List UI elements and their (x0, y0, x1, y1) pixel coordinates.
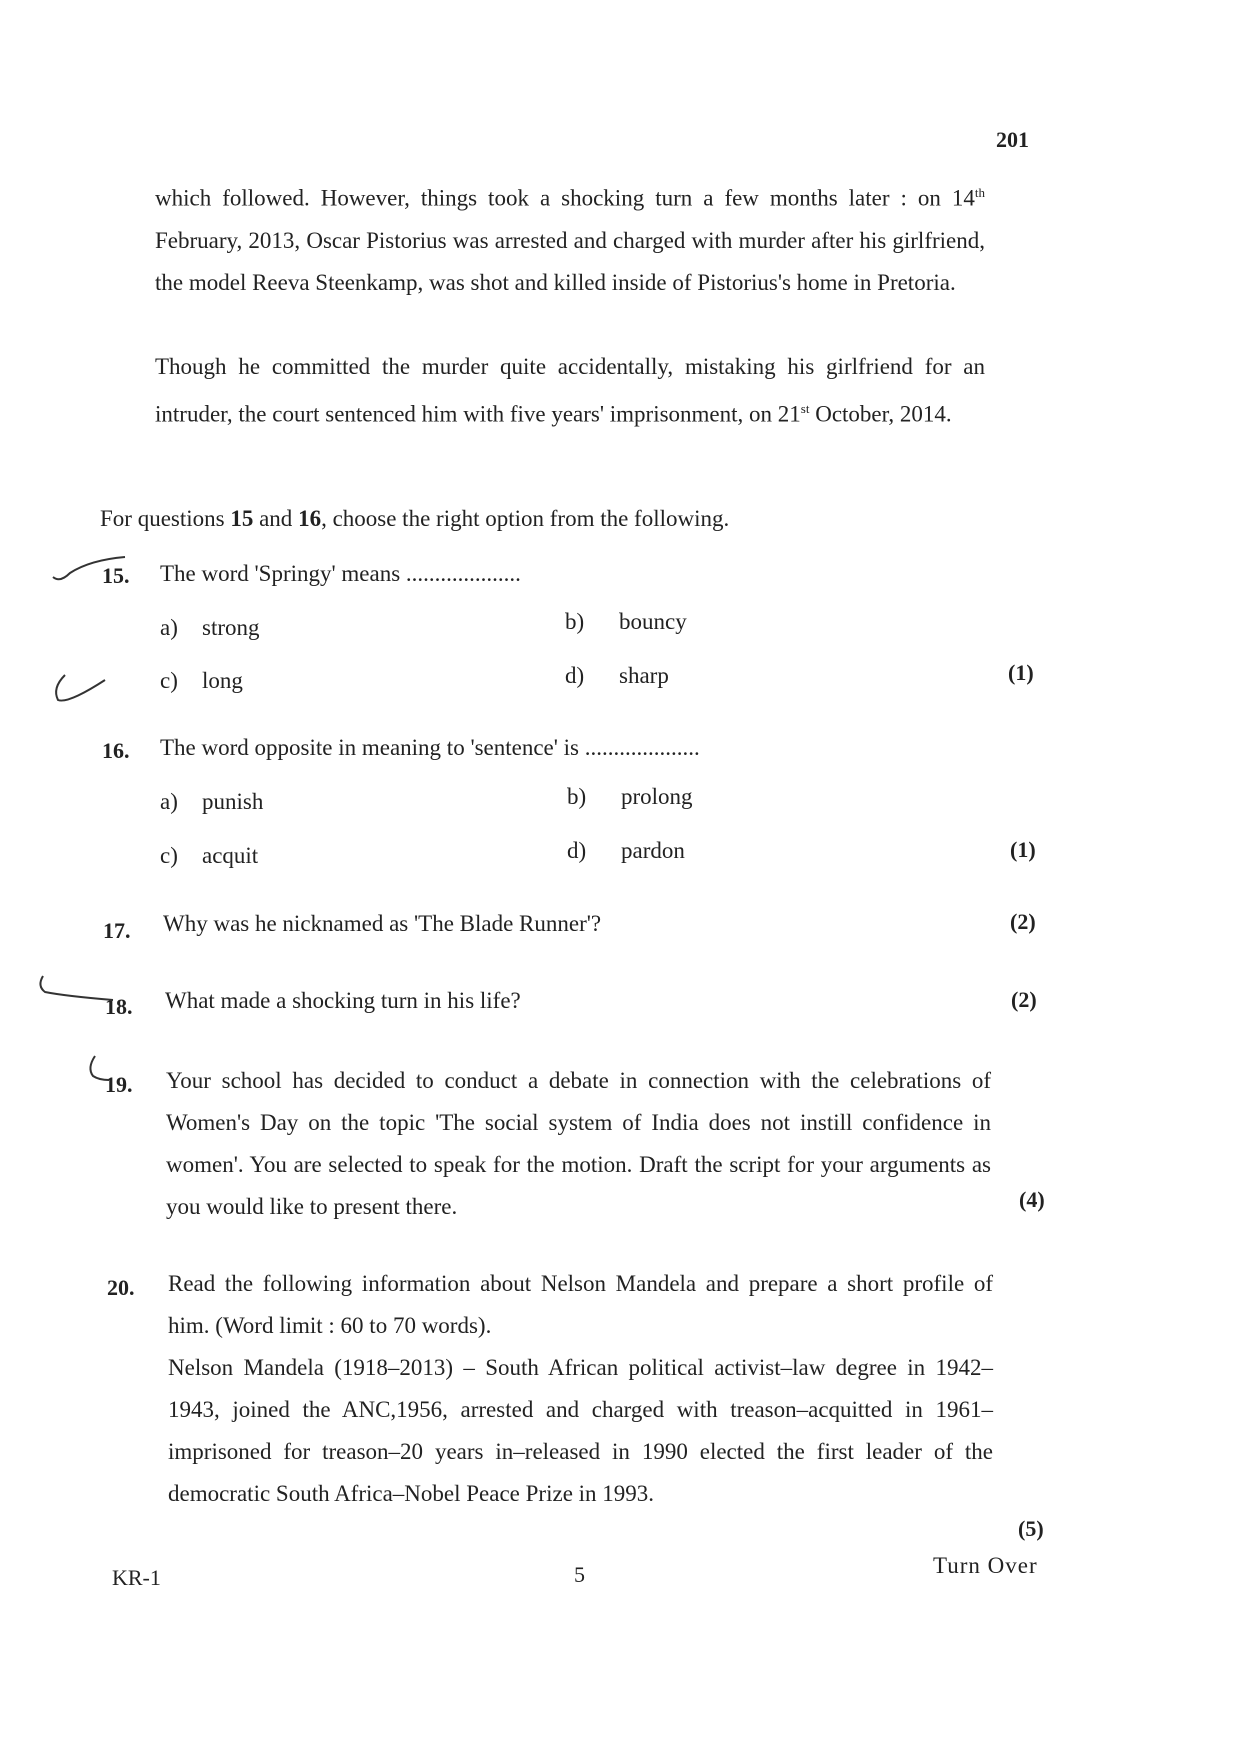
option-label: b) (565, 609, 585, 634)
option-label: d) (565, 663, 585, 688)
tick-mark-icon (85, 1054, 115, 1088)
question-marks: (1) (1008, 660, 1034, 685)
instruction-question-ref: 15 (230, 506, 254, 531)
question-text: Why was he nicknamed as 'The Blade Runner'? (163, 911, 602, 936)
page-number: 5 (574, 1562, 585, 1587)
question-number: 19. (105, 1072, 133, 1097)
question-text: The word opposite in meaning to 'sentence' is .................... (160, 735, 700, 760)
option-d (565, 663, 669, 689)
question-text: What made a shocking turn in his life? (165, 988, 521, 1013)
profile-information: Nelson Mandela (1918–2013) – South African political activist–law degree in 1942–1943, joined the ANC,1956, arrested and charged with treason–acquitted in 1961–imprisoned for treason–20 years in–released in 1990 elected the first leader of the democratic South Africa–Nobel Peace Prize in 1993. (168, 1355, 993, 1506)
instruction-text: For questions (100, 506, 231, 531)
passage-text: which followed. However, things took a shocking turn a few months later : on 14 (155, 185, 975, 211)
question-marks: (1) (1010, 837, 1036, 862)
passage-text: Though he committed the murder quite accidentally, mistaking his girlfriend for an intruder, the court sentenced him with five years' imprisonment, on 21 (155, 354, 985, 427)
superscript: th (974, 185, 985, 200)
option-text: strong (202, 615, 260, 640)
instruction-line (100, 506, 729, 532)
tick-mark-icon (50, 555, 130, 585)
passage-text: February, 2013, Oscar Pistorius was arrested and charged with murder after his girlfriend, the model Reeva Steenkamp, was shot and killed inside of Pistorius's home in Pretoria. (155, 227, 985, 295)
question-marks: (5) (1018, 1516, 1044, 1541)
passage-text: October, 2014. (809, 401, 952, 427)
option-text: acquit (202, 843, 259, 868)
option-text: pardon (621, 838, 685, 863)
tick-mark-icon (50, 670, 110, 710)
option-label: d) (567, 838, 587, 863)
option-d (567, 838, 685, 864)
question-number: 15. (102, 563, 130, 588)
option-b (567, 784, 693, 810)
passage-paragraph-2 (155, 346, 985, 436)
option-text: bouncy (619, 609, 687, 634)
exam-code: KR-1 (112, 1565, 161, 1590)
option-b (565, 609, 687, 635)
option-label: a) (160, 789, 178, 814)
instruction-question-ref: 16 (298, 506, 322, 531)
option-text: long (202, 668, 243, 693)
option-label: c) (160, 668, 178, 693)
superscript: st (800, 401, 810, 416)
question-marks: (2) (1011, 987, 1037, 1012)
option-c (160, 668, 243, 694)
question-text: Read the following information about Nelson Mandela and prepare a short profile of him. (Word limit : 60 to 70 words). (168, 1271, 993, 1338)
option-label: c) (160, 843, 178, 868)
tick-mark-icon (35, 972, 115, 1012)
option-text: punish (202, 789, 264, 814)
option-label: b) (567, 784, 587, 809)
question-number: 17. (103, 918, 131, 943)
option-c (160, 843, 258, 869)
question-number: 18. (105, 994, 133, 1019)
option-a (160, 615, 260, 641)
page-code: 201 (996, 127, 1029, 152)
option-a (160, 789, 263, 815)
instruction-text: , choose the right option from the following. (321, 506, 730, 531)
option-text: prolong (621, 784, 693, 809)
question-number: 20. (107, 1275, 135, 1300)
option-label: a) (160, 615, 178, 640)
question-number: 16. (102, 738, 130, 763)
option-text: sharp (619, 663, 669, 688)
question-marks: (4) (1019, 1187, 1045, 1212)
instruction-text: and (253, 506, 299, 531)
passage-paragraph-1 (155, 172, 985, 304)
question-text: The word 'Springy' means .................... (160, 561, 521, 586)
turn-over-label: Turn Over (933, 1553, 1038, 1578)
question-text: Your school has decided to conduct a debate in connection with the celebrations of Women's Day on the topic 'The social system of India does not instill confidence in women'. You are selected to speak for the motion. Draft the script for your arguments as you would like to present there. (166, 1068, 991, 1219)
question-marks: (2) (1010, 909, 1036, 934)
